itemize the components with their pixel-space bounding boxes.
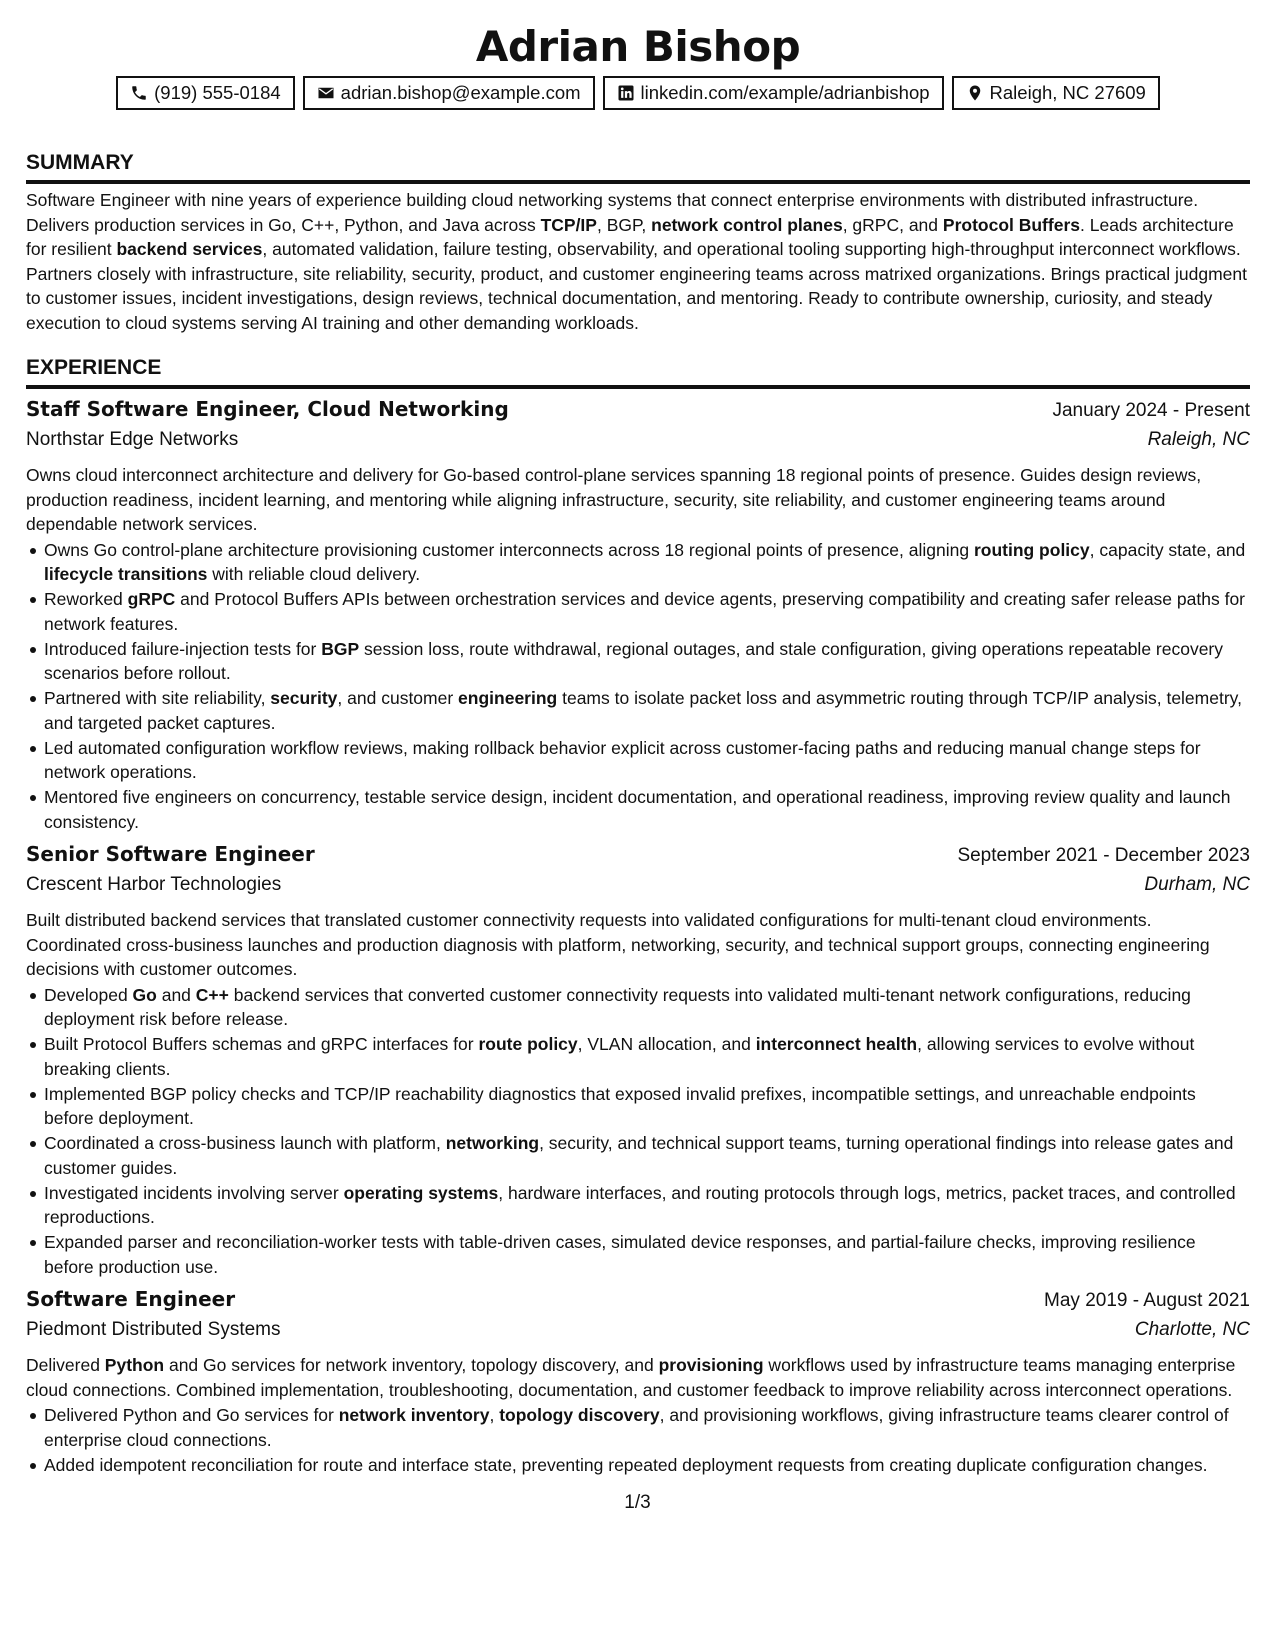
envelope-icon xyxy=(317,84,335,102)
text-run: Expanded parser and reconciliation-worker tests with table-driven cases, simulated device responses, and partial-failure checks, improving resilience before production use. xyxy=(44,1232,1196,1277)
text-run: Partnered with site reliability, xyxy=(44,688,271,708)
text-run: , hardware interfaces, and routing protocols through logs, metrics, packet traces, and controlled reproductions. xyxy=(44,1182,1236,1227)
text-run: Built distributed backend services that translated customer connectivity requests into validated configurations for multi-tenant cloud environments. Coordinated cross-business launches and production diagnosis with platform, networking, security, and technical support groups, connecting engineering decisions with customer outcomes. xyxy=(26,910,1210,979)
bold-keyword: interconnect health xyxy=(755,1034,918,1054)
bullet-item xyxy=(44,736,1250,785)
bold-keyword: Go xyxy=(132,984,157,1005)
summary-heading: SUMMARY xyxy=(26,150,1250,184)
bold-keyword: Protocol Buffers xyxy=(942,214,1080,235)
text-run: , xyxy=(489,1405,500,1425)
text-run: Owns cloud interconnect architecture and delivery for Go-based control-plane services spanning 18 regional points of presence. Guides design reviews, production readiness, incident learning, and mentoring while aligning infrastructure, security, site reliability, and customer engineering teams around dependable network services. xyxy=(26,465,1202,534)
bold-keyword: backend services xyxy=(116,239,263,259)
resume-page xyxy=(26,0,1250,1478)
bullet-item xyxy=(44,1453,1250,1478)
bold-keyword: provisioning xyxy=(658,1355,764,1375)
text-run: Coordinated a cross-business launch with platform, xyxy=(44,1133,446,1153)
text-run: and xyxy=(156,984,196,1005)
bold-keyword: networking xyxy=(445,1133,540,1153)
bullet-item xyxy=(44,983,1250,1032)
bold-keyword: lifecycle transitions xyxy=(44,564,208,584)
bullet-item xyxy=(44,1403,1250,1452)
job-description xyxy=(26,463,1250,537)
bold-keyword: topology discovery xyxy=(499,1405,660,1425)
page-number: 1/3 xyxy=(624,1492,651,1513)
text-run: Added idempotent reconciliation for route and interface state, preventing repeated deployment requests from creating duplicate configuration changes. xyxy=(44,1454,1208,1475)
text-run: teams to isolate packet loss and asymmetric routing through TCP/IP analysis, telemetry, and targeted packet captures. xyxy=(44,688,1242,733)
text-run: Reworked xyxy=(44,589,128,609)
bold-keyword: C++ xyxy=(195,984,229,1005)
job-dates: September 2021 - December 2023 xyxy=(957,845,1250,866)
job-entry-1 xyxy=(26,397,1250,834)
bold-keyword: routing policy xyxy=(973,539,1090,560)
text-run: , and customer xyxy=(337,688,459,708)
bullet-item xyxy=(44,587,1250,636)
bold-keyword: operating systems xyxy=(343,1182,499,1203)
job-title: Software Engineer xyxy=(26,1287,236,1311)
text-run: Led automated configuration workflow reviews, making rollback behavior explicit across customer-facing paths and reducing manual change steps for network operations. xyxy=(44,737,1201,782)
job-title: Senior Software Engineer xyxy=(26,842,315,866)
bold-keyword: security xyxy=(270,688,338,708)
contact-phone xyxy=(116,76,295,110)
job-entry-3 xyxy=(26,1287,1250,1477)
text-run: and Protocol Buffers APIs between orchestration services and device agents, preserving compatibility and creating safer release paths for network features. xyxy=(44,589,1246,634)
text-run: , BGP, xyxy=(596,214,652,235)
job-dates: May 2019 - August 2021 xyxy=(1044,1290,1250,1311)
job-company: Crescent Harbor Technologies xyxy=(26,874,282,895)
job-description xyxy=(26,908,1250,982)
bullet-item xyxy=(44,637,1250,686)
text-run: Introduced failure-injection tests for xyxy=(44,638,322,659)
text-run: Built Protocol Buffers schemas and gRPC interfaces for xyxy=(44,1034,479,1054)
email-address[interactable]: adrian.bishop@example.com xyxy=(340,82,581,103)
bold-keyword: BGP xyxy=(321,638,360,659)
map-pin-icon xyxy=(966,84,984,102)
text-run: backend services that converted customer connectivity requests into validated multi-tenant network configurations, reducing deployment risk before release. xyxy=(44,984,1191,1029)
text-run: , capacity state, and xyxy=(1089,539,1246,560)
text-run: , VLAN allocation, and xyxy=(577,1034,756,1054)
text-run: Owns Go control-plane architecture provisioning customer interconnects across 18 regional points of presence, aligning xyxy=(44,539,974,560)
bullet-item xyxy=(44,686,1250,735)
job-location: Raleigh, NC xyxy=(1147,429,1250,450)
bold-keyword: network inventory xyxy=(338,1405,490,1425)
bullet-item xyxy=(44,785,1250,834)
job-company: Northstar Edge Networks xyxy=(26,429,239,450)
contact-email[interactable] xyxy=(303,76,595,110)
text-run: workflows used by infrastructure teams managing enterprise cloud connections. Combined implementation, troubleshooting, documentation, and customer feedback to improve reliability across interconnect operations. xyxy=(26,1355,1236,1400)
job-company: Piedmont Distributed Systems xyxy=(26,1319,281,1340)
linkedin-icon xyxy=(617,84,635,102)
bold-keyword: gRPC xyxy=(127,589,176,609)
summary-text xyxy=(26,188,1250,335)
bullet-item xyxy=(44,1131,1250,1180)
candidate-name: Adrian Bishop xyxy=(475,22,801,71)
job-title: Staff Software Engineer, Cloud Networking xyxy=(26,397,509,421)
text-run: with reliable cloud delivery. xyxy=(207,564,421,584)
contact-bar xyxy=(26,76,1250,110)
text-run: , automated validation, failure testing, observability, and operational tooling supporting high-throughput interconnect workflows. Partners closely with infrastructure, site reliability, security, product, and customer engineering teams across matrixed organizations. Brings practical judgment to customer issues, incident investigations, design reviews, technical documentation, and mentoring. Ready to contribute ownership, curiosity, and steady execution to cloud systems serving AI training and other demanding workloads. xyxy=(26,239,1247,333)
text-run: , security, and technical support teams, turning operational findings into release gates and customer guides. xyxy=(44,1133,1234,1178)
text-run: and Go services for network inventory, topology discovery, and xyxy=(164,1355,659,1375)
bold-keyword: Python xyxy=(104,1355,165,1375)
job-description xyxy=(26,1353,1250,1402)
job-location: Durham, NC xyxy=(1144,874,1250,895)
text-run: , gRPC, and xyxy=(842,214,943,235)
text-run: session loss, route withdrawal, regional outages, and stale configuration, giving operations repeatable recovery scenarios before rollout. xyxy=(44,638,1224,683)
text-run: Delivered xyxy=(26,1355,105,1375)
text-run: Mentored five engineers on concurrency, testable service design, incident documentation, and operational readiness, improving review quality and launch consistency. xyxy=(44,787,1231,832)
bold-keyword: route policy xyxy=(478,1034,578,1054)
contact-location xyxy=(952,76,1160,110)
text-run: . Leads architecture for resilient xyxy=(26,214,1234,259)
bold-keyword: network control planes xyxy=(651,214,843,235)
job-entry-2 xyxy=(26,842,1250,1279)
bullet-item xyxy=(44,1032,1250,1081)
text-run: Investigated incidents involving server xyxy=(44,1182,344,1203)
text-run: Delivered Python and Go services for xyxy=(44,1405,339,1425)
location-text: Raleigh, NC 27609 xyxy=(989,82,1146,103)
phone-number: (919) 555-0184 xyxy=(154,82,281,103)
experience-heading: EXPERIENCE xyxy=(26,355,1250,389)
linkedin-url[interactable]: linkedin.com/example/adrianbishop xyxy=(640,82,930,103)
text-run: , and provisioning workflows, giving infrastructure teams clearer control of enterprise cloud connections. xyxy=(44,1405,1229,1450)
contact-linkedin[interactable] xyxy=(603,76,944,110)
text-run: Software Engineer with nine years of experience building cloud networking systems that connect enterprise environments with distributed infrastructure. Delivers production services in Go, C++, Python, and Java across xyxy=(26,190,1199,235)
job-location: Charlotte, NC xyxy=(1134,1319,1250,1340)
text-run: Developed xyxy=(44,984,133,1005)
job-bullets xyxy=(26,983,1250,1280)
job-bullets xyxy=(26,1403,1250,1477)
job-bullets xyxy=(26,538,1250,835)
bullet-item xyxy=(44,1230,1250,1279)
bold-keyword: TCP/IP xyxy=(540,214,597,235)
phone-icon xyxy=(130,84,148,102)
bullet-item xyxy=(44,538,1250,587)
bullet-item xyxy=(44,1082,1250,1131)
bullet-item xyxy=(44,1181,1250,1230)
job-dates: January 2024 - Present xyxy=(1052,400,1250,421)
text-run: Implemented BGP policy checks and TCP/IP reachability diagnostics that exposed invalid prefixes, incompatible settings, and unreachable endpoints before deployment. xyxy=(44,1083,1196,1128)
text-run: , allowing services to evolve without breaking clients. xyxy=(44,1034,1195,1079)
bold-keyword: engineering xyxy=(458,688,558,708)
